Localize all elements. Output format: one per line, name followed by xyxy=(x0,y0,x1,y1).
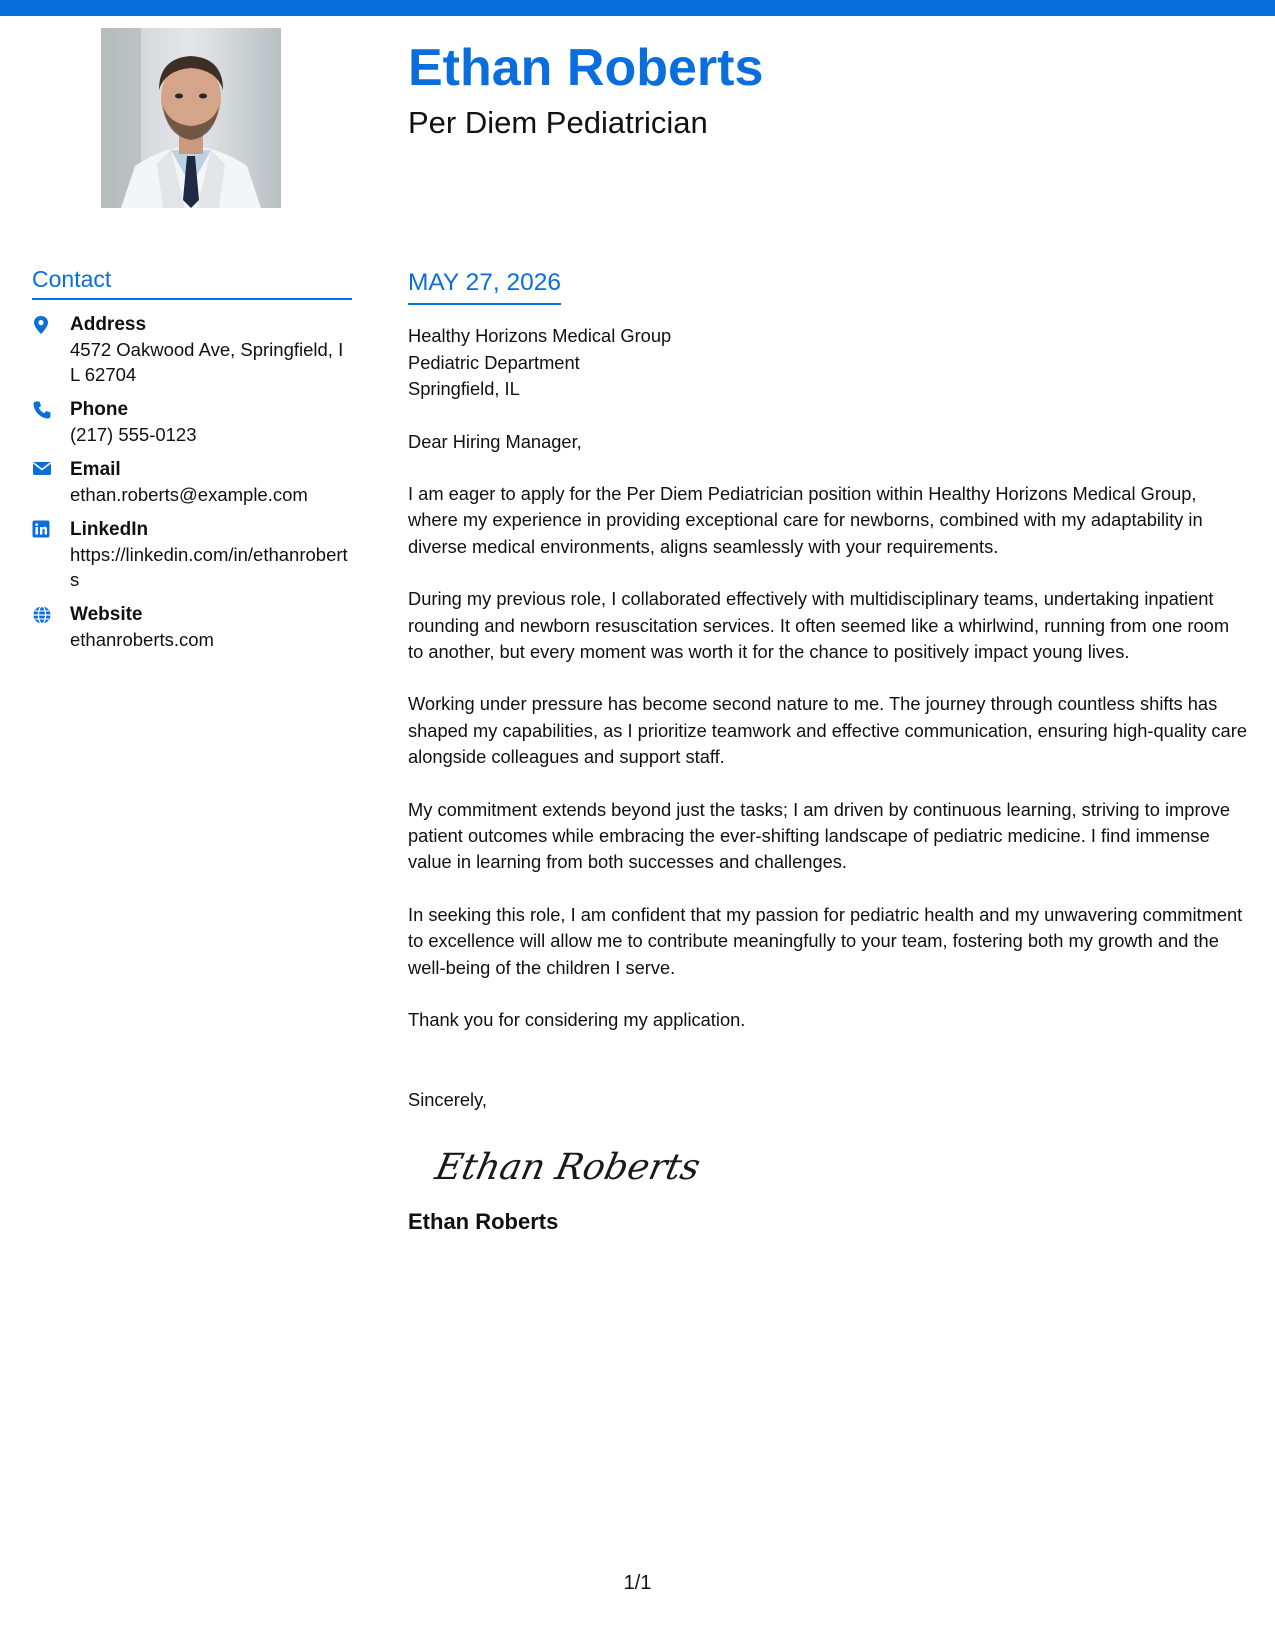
signer-name: Ethan Roberts xyxy=(408,1208,559,1234)
envelope-icon xyxy=(32,457,70,476)
recipient-line: Springfield, IL xyxy=(408,378,520,400)
phone-value[interactable]: (217) 555-0123 xyxy=(70,423,197,445)
closing: Sincerely, xyxy=(408,1088,487,1110)
paragraph: Working under pressure has become second nature to me. The journey through countless shifts has shaped my capabilities, as I prioritize teamwork and effective communication, ensuring high-quality care alongside colleagues and support staff. xyxy=(408,693,1247,768)
paragraph: Thank you for considering my application. xyxy=(408,1009,746,1031)
email-value[interactable]: ethan.roberts@example.com xyxy=(70,483,308,505)
recipient-block xyxy=(408,323,1248,402)
contact-item-website xyxy=(32,602,352,652)
phone-label: Phone xyxy=(70,398,129,420)
recipient-line: Pediatric Department xyxy=(408,351,580,373)
profile-photo xyxy=(101,28,281,208)
phone-icon xyxy=(32,397,70,420)
signature xyxy=(430,1131,1248,1199)
applicant-title: Per Diem Pediatrician xyxy=(408,105,708,140)
applicant-name: Ethan Roberts xyxy=(408,39,764,97)
contact-item-address xyxy=(32,312,352,387)
greeting: Dear Hiring Manager, xyxy=(408,430,582,452)
paragraph: My commitment extends beyond just the tasks; I am driven by continuous learning, striving to improve patient outcomes while embracing the ever-shifting landscape of pediatric medicine. I find immense value in learning from both successes and challenges. xyxy=(408,798,1231,873)
location-pin-icon xyxy=(32,312,70,335)
website-value[interactable]: ethanroberts.com xyxy=(70,628,214,650)
contact-item-email xyxy=(32,457,352,507)
letter-date: MAY 27, 2026 xyxy=(408,268,561,305)
contact-heading: Contact xyxy=(32,266,352,300)
website-label: Website xyxy=(70,603,143,625)
paragraph: During my previous role, I collaborated effectively with multidisciplinary teams, undertaking inpatient rounding and newborn resuscitation services. It often seemed like a whirlwind, running from one room to another, but every moment was worth it for the chance to positively impact young lives. xyxy=(408,588,1230,663)
linkedin-icon xyxy=(32,517,70,538)
contact-item-phone xyxy=(32,397,352,447)
contact-sidebar xyxy=(32,266,352,662)
letter-body xyxy=(408,268,1248,1235)
paragraph: In seeking this role, I am confident that my passion for pediatric health and my unwavering commitment to excellence will allow me to contribute meaningfully to your team, fostering both my growth and the well-being of the children I serve. xyxy=(408,903,1243,978)
recipient-line: Healthy Horizons Medical Group xyxy=(408,325,672,347)
signature-text: Ethan Roberts xyxy=(431,1145,705,1188)
address-value: 4572 Oakwood Ave, Springfield, IL 62704 xyxy=(70,338,344,385)
linkedin-label: LinkedIn xyxy=(70,518,149,540)
top-accent-bar xyxy=(0,0,1275,16)
page-number: 1/1 xyxy=(623,1572,652,1594)
linkedin-value[interactable]: https://linkedin.com/in/ethanroberts xyxy=(70,543,348,590)
contact-item-linkedin xyxy=(32,517,352,592)
paragraph: I am eager to apply for the Per Diem Pediatrician position within Healthy Horizons Medical Group, where my experience in providing exceptional care for newborns, combined with my adaptability in diverse medical environments, aligns seamlessly with your requirements. xyxy=(408,483,1203,557)
globe-icon xyxy=(32,602,70,625)
email-label: Email xyxy=(70,458,121,480)
address-label: Address xyxy=(70,313,147,335)
